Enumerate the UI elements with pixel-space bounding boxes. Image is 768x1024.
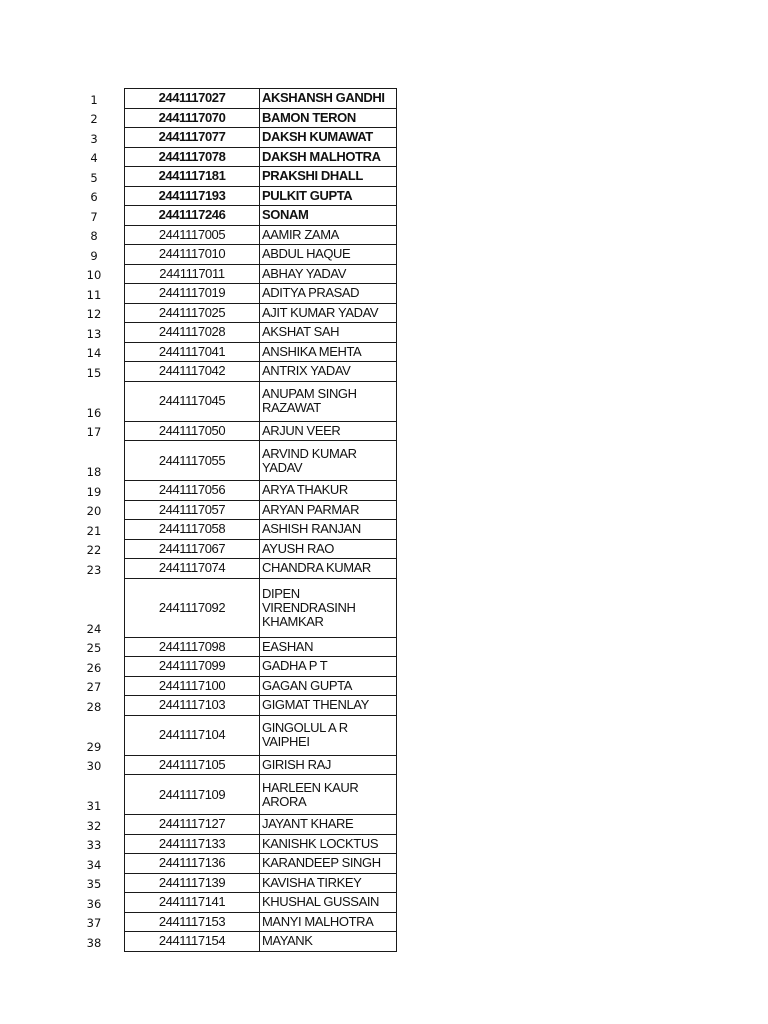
student-id-cell: 2441117078 <box>124 147 260 168</box>
row-number: 36 <box>86 896 102 911</box>
student-name-cell: GIGMAT THENLAY <box>259 695 397 716</box>
row-number: 7 <box>90 209 98 224</box>
student-id-cell: 2441117109 <box>124 774 260 815</box>
row-number: 1 <box>90 92 98 107</box>
student-name-cell: ARYAN PARMAR <box>259 500 397 521</box>
student-name-cell: ANUPAM SINGH RAZAWAT <box>259 381 397 422</box>
student-name-cell: ANSHIKA MEHTA <box>259 342 397 363</box>
row-number: 23 <box>86 562 102 577</box>
row-number: 8 <box>90 229 98 243</box>
row-number: 27 <box>86 680 102 694</box>
student-name-cell: AKSHANSH GANDHI <box>259 88 397 109</box>
row-number: 30 <box>86 759 102 773</box>
row-number: 2 <box>90 112 98 126</box>
student-id-cell: 2441117193 <box>124 186 260 207</box>
student-id-cell: 2441117133 <box>124 834 260 855</box>
student-name-cell: KARANDEEP SINGH <box>259 853 397 874</box>
student-id-cell: 2441117136 <box>124 853 260 874</box>
student-name-cell: AJIT KUMAR YADAV <box>259 303 397 324</box>
row-number: 3 <box>90 131 98 146</box>
row-number: 22 <box>86 543 102 557</box>
student-id-cell: 2441117077 <box>124 127 260 148</box>
student-name-cell: DIPEN VIRENDRASINH KHAMKAR <box>259 578 397 638</box>
student-id-cell: 2441117181 <box>124 166 260 187</box>
row-number: 33 <box>86 838 102 852</box>
row-number: 16 <box>86 405 102 420</box>
student-id-cell: 2441117025 <box>124 303 260 324</box>
row-number: 38 <box>86 935 102 950</box>
student-id-cell: 2441117056 <box>124 480 260 501</box>
student-name-cell: MANYI MALHOTRA <box>259 912 397 933</box>
student-id-cell: 2441117139 <box>124 873 260 894</box>
student-id-cell: 2441117067 <box>124 539 260 560</box>
row-number: 10 <box>86 268 102 282</box>
row-number: 28 <box>86 699 102 714</box>
row-number: 35 <box>86 877 102 891</box>
student-id-cell: 2441117055 <box>124 440 260 481</box>
row-number: 5 <box>90 170 98 185</box>
row-number: 24 <box>86 621 102 636</box>
student-id-cell: 2441117103 <box>124 695 260 716</box>
student-id-cell: 2441117074 <box>124 558 260 579</box>
student-name-cell: AKSHAT SAH <box>259 322 397 343</box>
student-id-cell: 2441117246 <box>124 205 260 226</box>
student-name-cell: MAYANK <box>259 931 397 952</box>
row-number: 6 <box>90 190 98 204</box>
student-name-cell: KAVISHA TIRKEY <box>259 873 397 894</box>
student-name-cell: ABHAY YADAV <box>259 264 397 285</box>
student-id-cell: 2441117010 <box>124 244 260 265</box>
student-name-cell: ADITYA PRASAD <box>259 283 397 304</box>
student-name-cell: ARVIND KUMAR YADAV <box>259 440 397 481</box>
row-number: 20 <box>86 504 102 518</box>
student-name-cell: JAYANT KHARE <box>259 814 397 835</box>
row-number: 21 <box>86 523 102 538</box>
student-id-cell: 2441117141 <box>124 892 260 913</box>
row-number: 37 <box>86 916 102 930</box>
student-id-cell: 2441117153 <box>124 912 260 933</box>
student-name-cell: ASHISH RANJAN <box>259 519 397 540</box>
student-name-cell: HARLEEN KAUR ARORA <box>259 774 397 815</box>
student-name-cell: DAKSH MALHOTRA <box>259 147 397 168</box>
student-id-cell: 2441117070 <box>124 108 260 129</box>
row-number: 11 <box>86 287 102 302</box>
student-name-cell: PULKIT GUPTA <box>259 186 397 207</box>
student-id-cell: 2441117105 <box>124 755 260 776</box>
student-id-cell: 2441117045 <box>124 381 260 422</box>
student-name-cell: GINGOLUL A R VAIPHEI <box>259 715 397 756</box>
student-id-cell: 2441117027 <box>124 88 260 109</box>
student-name-cell: GADHA P T <box>259 656 397 677</box>
row-number: 4 <box>90 151 98 165</box>
row-number: 9 <box>90 248 98 263</box>
student-id-cell: 2441117098 <box>124 637 260 658</box>
row-number: 12 <box>86 307 102 321</box>
student-id-cell: 2441117028 <box>124 322 260 343</box>
student-name-cell: ANTRIX YADAV <box>259 361 397 382</box>
student-id-cell: 2441117058 <box>124 519 260 540</box>
student-name-cell: AAMIR ZAMA <box>259 225 397 246</box>
student-name-cell: SONAM <box>259 205 397 226</box>
student-id-cell: 2441117011 <box>124 264 260 285</box>
row-number: 31 <box>86 799 102 813</box>
student-id-cell: 2441117041 <box>124 342 260 363</box>
row-number: 32 <box>86 818 102 833</box>
student-id-cell: 2441117019 <box>124 283 260 304</box>
student-id-cell: 2441117057 <box>124 500 260 521</box>
student-name-cell: AYUSH RAO <box>259 539 397 560</box>
student-id-cell: 2441117154 <box>124 931 260 952</box>
student-id-cell: 2441117099 <box>124 656 260 677</box>
student-name-cell: GAGAN GUPTA <box>259 676 397 697</box>
student-name-cell: PRAKSHI DHALL <box>259 166 397 187</box>
row-number: 18 <box>86 465 102 479</box>
row-number: 25 <box>86 641 102 655</box>
student-name-cell: ARJUN VEER <box>259 421 397 442</box>
student-name-cell: DAKSH KUMAWAT <box>259 127 397 148</box>
student-name-cell: ABDUL HAQUE <box>259 244 397 265</box>
student-name-cell: GIRISH RAJ <box>259 755 397 776</box>
student-id-cell: 2441117127 <box>124 814 260 835</box>
student-name-cell: KHUSHAL GUSSAIN <box>259 892 397 913</box>
student-name-cell: EASHAN <box>259 637 397 658</box>
student-id-cell: 2441117042 <box>124 361 260 382</box>
student-name-cell: KANISHK LOCKTUS <box>259 834 397 855</box>
row-number: 14 <box>86 346 102 360</box>
row-number: 17 <box>86 425 102 439</box>
row-number: 29 <box>86 739 102 754</box>
row-number: 26 <box>86 660 102 675</box>
student-name-cell: ARYA THAKUR <box>259 480 397 501</box>
row-number: 19 <box>86 484 102 499</box>
student-name-cell: CHANDRA KUMAR <box>259 558 397 579</box>
row-number: 13 <box>86 326 102 341</box>
student-id-cell: 2441117050 <box>124 421 260 442</box>
student-name-cell: BAMON TERON <box>259 108 397 129</box>
student-id-cell: 2441117104 <box>124 715 260 756</box>
student-id-cell: 2441117005 <box>124 225 260 246</box>
student-id-cell: 2441117092 <box>124 578 260 638</box>
row-number: 34 <box>86 857 102 872</box>
row-number: 15 <box>86 365 102 380</box>
student-id-cell: 2441117100 <box>124 676 260 697</box>
